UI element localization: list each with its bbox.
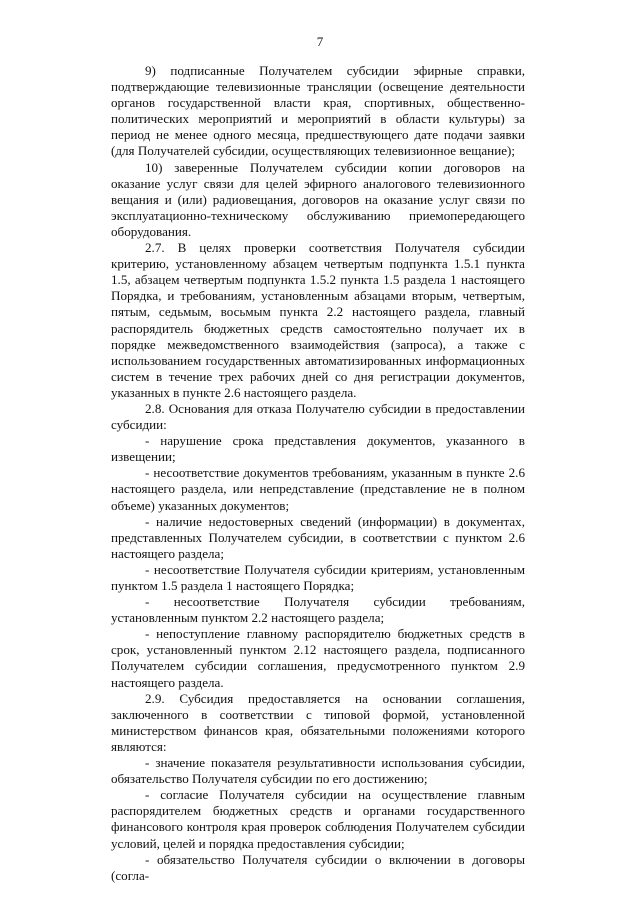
list-item-docs-mismatch: - несоответствие документов требованиям, указанным в пункте 2.6 настоящего раздела, или непредставление (представление не в полном объеме) указанных документов; [111,465,525,513]
list-item-criteria: - несоответствие Получателя субсидии критериям, установленным пунктом 1.5 раздела 1 настоящего Порядка; [111,561,525,593]
paragraph-2-9: 2.9. Субсидия предоставляется на основании соглашения, заключенного в соответствии с типовой формой, установленной министерством финансов края, обязательными положениями которого являются: [111,690,525,754]
list-item-obligation: - обязательство Получателя субсидии о включении в договоры (согла- [111,851,525,883]
list-item-agreement: - непоступление главному распорядителю бюджетных средств в срок, установленный пунктом 2.12 настоящего раздела, подписанного Получателем субсидии соглашения, предусмотренного пунктом 2.9 настоящего раздела. [111,626,525,690]
paragraph-10: 10) заверенные Получателем субсидии копии договоров на оказание услуг связи для целей эфирного аналогового телевизионного вещания и (или) радиовещания, договоров на оказание услуг связи по эксплуатационно-техническому обслуживанию приемопередающего оборудования. [111,159,525,239]
list-item-false-info: - наличие недостоверных сведений (информации) в документах, представленных Получателем субсидии, в соответствии с пунктом 2.6 настоящего раздела; [111,513,525,561]
list-item-deadline: - нарушение срока представления документов, указанного в извещении; [111,433,525,465]
page-number: 7 [316,34,324,49]
paragraph-2-7: 2.7. В целях проверки соответствия Получателя субсидии критерию, установленному абзацем четвертым подпункта 1.5.1 пункта 1.5, абзацем четвертым подпункта 1.5.2 пункта 1.5 раздела 1 настоящего Порядка, и требованиям, установленным абзацами вторым, четвертым, пятым, седьмым, восьмым пункта 2.2 настоящего раздела, главный распорядитель бюджетных средств самостоятельно получает их в порядке межведомственного взаимодействия (запроса), а также с использованием государственных автоматизированных информационных систем в течение трех рабочих дней со дня регистрации документов, указанных в пункте 2.6 настоящего раздела. [111,240,525,400]
paragraph-9: 9) подписанные Получателем субсидии эфирные справки, подтверждающие телевизионные трансляции (освещение деятельности органов государственной власти края, спортивных, общественно-политических мероприятий и мероприятий в области культуры) за период не менее одного месяца, предшествующего дате подачи заявки (для Получателей субсидии, осуществляющих телевизионное вещание); [111,63,525,159]
list-item-requirements: - несоответствие Получателя субсидии требованиям, установленным пунктом 2.2 настоящего раздела; [111,594,525,626]
paragraph-2-8: 2.8. Основания для отказа Получателю субсидии в предоставлении субсидии: [111,400,525,433]
document-body [111,63,525,884]
list-item-consent: - согласие Получателя субсидии на осуществление главным распорядителем бюджетных средств и органами государственного финансового контроля края проверок соблюдения Получателем субсидии условий, целей и порядка предоставления субсидии; [111,787,525,851]
list-item-indicator: - значение показателя результативности использования субсидии, обязательство Получателя субсидии по его достижению; [111,755,525,787]
